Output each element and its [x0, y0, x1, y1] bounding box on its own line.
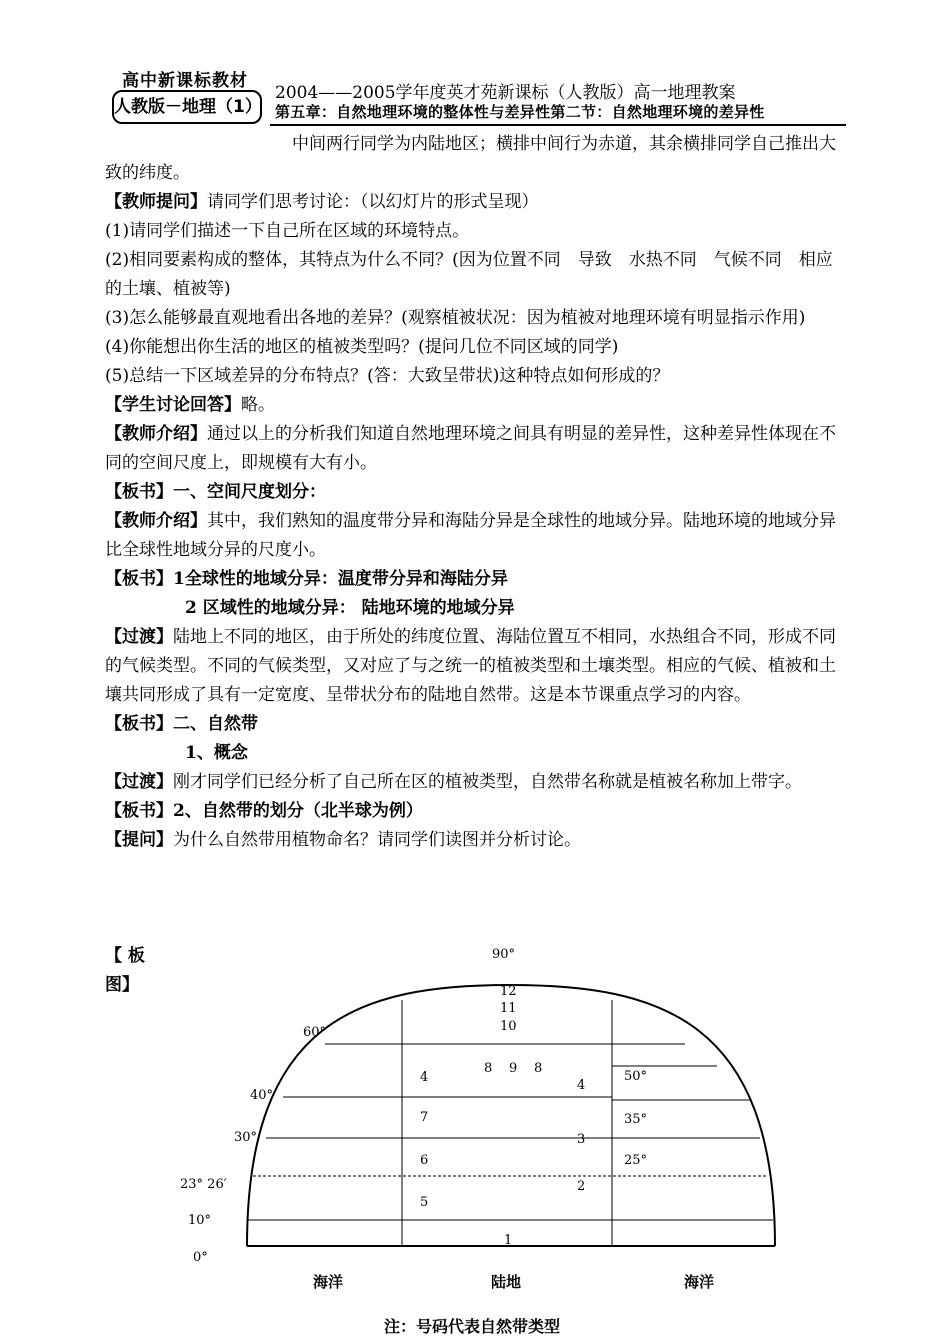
lat-label-25: 25°: [624, 1153, 648, 1168]
zone-number: 7: [420, 1110, 429, 1125]
paragraph-text: 刚才同学们已经分析了自己所在区的植被类型，自然带名称就是植被名称加上带字。: [173, 772, 802, 792]
header-chapter: 第五章：自然地理环境的整体性与差异性第二节：自然地理环境的差异性: [275, 103, 765, 121]
ocean-label-right: 海洋: [684, 1273, 715, 1291]
lat-label-0: 0°: [193, 1250, 208, 1265]
logo-top-text: 高中新课标教材: [122, 71, 248, 91]
board-heading: 【板书】一、空间尺度划分：: [105, 482, 326, 502]
lat-label-35: 35°: [624, 1112, 648, 1127]
lat-label-10: 10°: [188, 1213, 212, 1228]
paragraph: 中间两行同学为内陆地区；横排中间行为赤道，其余横排同学自己推出大致的纬度。: [105, 134, 836, 183]
zone-number: 8: [484, 1061, 493, 1076]
paragraph-text: 陆地上不同的地区，由于所处的纬度位置、海陆位置互不相同，水热组合不同，形成不同的气候类型。不同的气候类型，又对应了与之统一的植被类型和土壤类型。相应的气候、植被和土壤共同形成了具有一定宽度、呈带状分布的陆地自然带。这是本节课重点学习的内容。: [105, 627, 836, 705]
section-tag: 【过渡】: [105, 627, 173, 647]
zone-number: 8: [534, 1061, 543, 1076]
lat-label-90: 90°: [492, 947, 516, 962]
zone-number: 4: [420, 1070, 429, 1085]
lat-label-60: 60°: [303, 1025, 327, 1040]
zone-number: 10: [500, 1019, 517, 1034]
board-figure-label-2: 图】: [105, 975, 139, 995]
lat-label-50: 50°: [624, 1069, 648, 1084]
zone-number: 12: [500, 984, 517, 999]
lat-label-30: 30°: [234, 1130, 258, 1145]
section-tag: 【过渡】: [105, 772, 173, 792]
zone-number: 9: [509, 1061, 518, 1076]
question-item: (4)你能想出你生活的地区的植被类型吗？(提问几位不同区域的同学): [105, 337, 619, 357]
zone-number: 2: [577, 1179, 586, 1194]
question-item: (5)总结一下区域差异的分布特点？(答：大致呈带状)这种特点如何形成的？: [105, 366, 670, 386]
board-heading: 【板书】二、自然带: [105, 714, 258, 734]
board-subheading: 2 区域性的地域分异： 陆地环境的地域分异: [185, 598, 515, 618]
question-item: (1)请同学们描述一下自己所在区域的环境特点。: [105, 221, 470, 241]
land-label: 陆地: [491, 1273, 522, 1291]
paragraph-text: 为什么自然带用植物命名？请同学们读图并分析讨论。: [173, 830, 581, 850]
zone-number: 1: [504, 1233, 513, 1248]
diagram-note: 注：号码代表自然带类型: [384, 1317, 561, 1336]
lat-label-tropic: 23° 26′: [180, 1177, 227, 1192]
section-tag: 【教师提问】: [105, 192, 207, 212]
header-title: 2004——2005学年度英才苑新课标（人教版）高一地理教案: [275, 83, 736, 103]
zone-number: 11: [500, 1001, 517, 1016]
zone-number: 5: [420, 1195, 429, 1210]
board-subheading: 1、概念: [185, 743, 248, 763]
paragraph-text: 其中，我们熟知的温度带分异和海陆分异是全球性的地域分异。陆地环境的地域分异比全球性地域分异的尺度小。: [105, 511, 836, 560]
question-item: (3)怎么能够最直观地看出各地的差异？(观察植被状况：因为植被对地理环境有明显指示作用): [105, 308, 806, 328]
section-tag: 【教师介绍】: [105, 511, 207, 531]
board-figure-label-1: 【 板: [105, 946, 145, 966]
paragraph-text: 略。: [241, 395, 275, 415]
section-tag: 【教师介绍】: [105, 424, 207, 444]
logo-box-text: 人教版－地理（1）: [112, 90, 262, 124]
board-heading: 【板书】1全球性的地域分异：温度带分异和海陆分异: [105, 569, 508, 589]
paragraph-text: 请同学们思考讨论：（以幻灯片的形式呈现）: [207, 192, 539, 212]
section-tag: 【提问】: [105, 830, 173, 850]
section-tag: 【学生讨论回答】: [105, 395, 241, 415]
ocean-label-left: 海洋: [313, 1273, 344, 1291]
board-heading: 【板书】2、自然带的划分（北半球为例）: [105, 801, 423, 821]
lat-label-40: 40°: [250, 1088, 274, 1103]
paragraph-text: 通过以上的分析我们知道自然地理环境之间具有明显的差异性，这种差异性体现在不同的空间尺度上，即规模有大有小。: [105, 424, 836, 473]
zone-number: 6: [420, 1153, 429, 1168]
zone-number: 4: [577, 1078, 586, 1093]
question-item: (2)相同要素构成的整体，其特点为什么不同？(因为位置不同 导致 水热不同 气候不同 相应的土壤、植被等): [105, 250, 833, 299]
zone-number: 3: [577, 1132, 586, 1147]
